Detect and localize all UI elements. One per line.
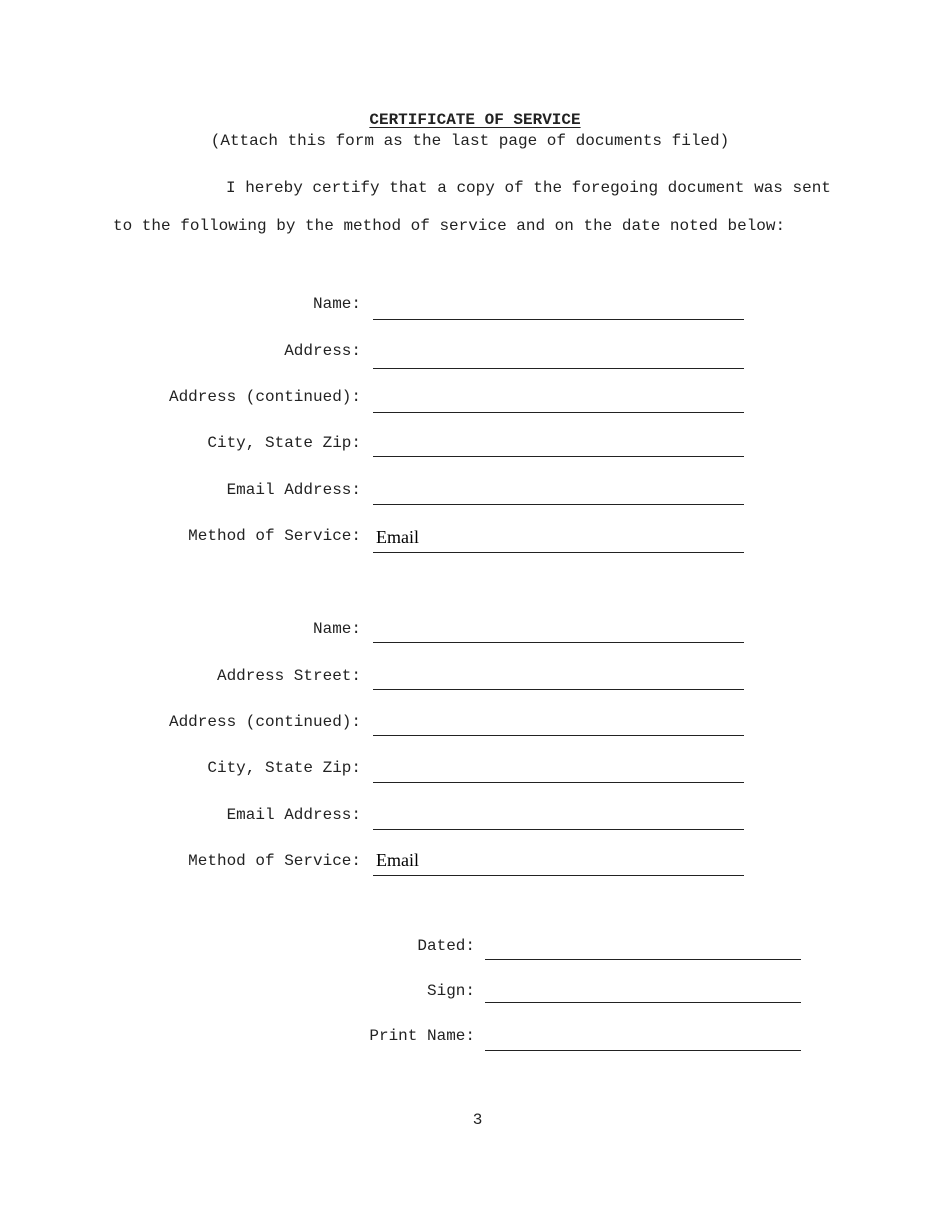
address-label: Address: [284, 342, 361, 360]
method-of-service-value: Email [376, 850, 419, 870]
name-field[interactable] [373, 616, 744, 643]
address-street-field[interactable] [373, 663, 744, 690]
address-continued-field[interactable] [373, 709, 744, 736]
page-title: CERTIFICATE OF SERVICE [369, 111, 581, 129]
method-of-service-label: Method of Service: [188, 852, 361, 870]
method-of-service-field[interactable] [373, 526, 744, 553]
address-continued-label: Address (continued): [168, 713, 361, 731]
city-state-zip-field[interactable] [373, 756, 744, 783]
city-state-zip-label: City, State Zip: [207, 759, 361, 777]
print-name-field[interactable] [485, 1024, 801, 1051]
method-of-service-label: Method of Service: [188, 527, 361, 545]
print-name-label: Print Name: [369, 1027, 475, 1045]
name-field[interactable] [373, 293, 744, 320]
dated-field[interactable] [485, 933, 801, 960]
method-of-service-value: Email [376, 527, 419, 547]
address-street-label: Address Street: [216, 667, 361, 685]
email-address-label: Email Address: [226, 481, 361, 499]
sign-label: Sign: [426, 982, 475, 1000]
certification-text: I hereby certify that a copy of the foregoing document was sent to the following by the method of service and on the date noted below: [113, 179, 831, 235]
method-of-service-field[interactable] [373, 849, 744, 876]
city-state-zip-label: City, State Zip: [207, 434, 361, 452]
city-state-zip-field[interactable] [373, 430, 744, 457]
email-address-field[interactable] [373, 478, 744, 505]
dated-label: Dated: [417, 937, 475, 955]
sign-field[interactable] [485, 976, 801, 1003]
address-field[interactable] [373, 342, 744, 369]
address-continued-label: Address (continued): [168, 388, 361, 406]
page-subtitle: (Attach this form as the last page of documents filed) [210, 132, 730, 150]
email-address-label: Email Address: [226, 806, 361, 824]
address-continued-field[interactable] [373, 386, 744, 413]
name-label: Name: [312, 620, 361, 638]
name-label: Name: [312, 295, 361, 313]
email-address-field[interactable] [373, 803, 744, 830]
page-number: 3 [472, 1111, 483, 1129]
